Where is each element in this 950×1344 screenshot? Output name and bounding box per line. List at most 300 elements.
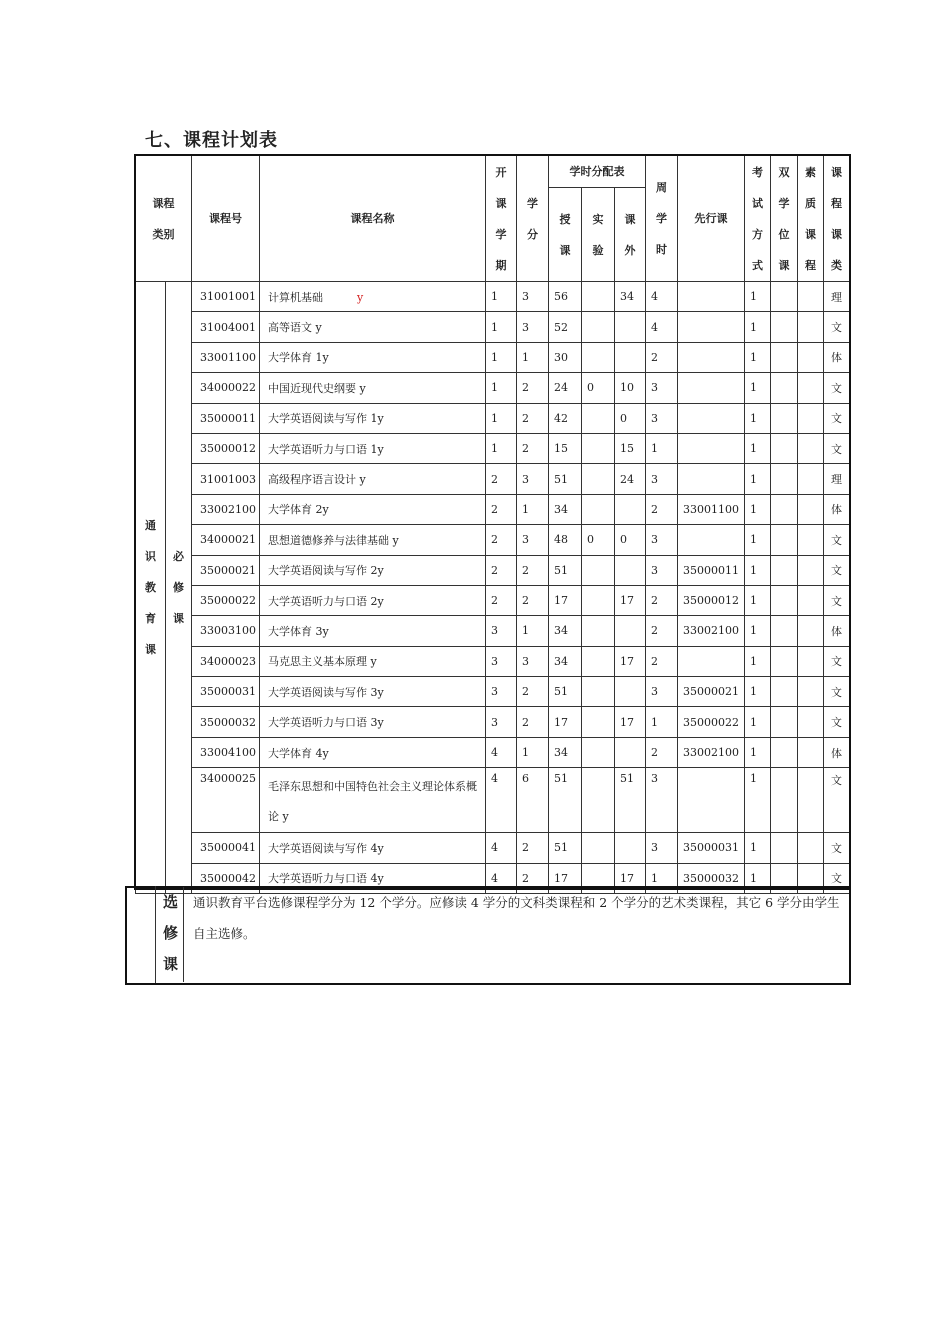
course-credits: 1 — [517, 616, 549, 646]
course-lecture-hours: 56 — [549, 282, 582, 312]
course-name — [260, 525, 486, 555]
course-exam-mode: 1 — [745, 646, 771, 676]
table-row — [136, 373, 850, 403]
course-double-degree — [771, 707, 798, 737]
course-type: 文 — [824, 768, 850, 833]
course-quality — [798, 433, 824, 463]
course-prerequisite: 35000032 — [678, 863, 745, 893]
course-name — [260, 585, 486, 615]
course-credits: 2 — [517, 677, 549, 707]
course-double-degree — [771, 312, 798, 342]
course-weekly-hours: 1 — [646, 433, 678, 463]
course-semester: 1 — [486, 403, 517, 433]
course-weekly-hours: 2 — [646, 616, 678, 646]
table-row — [136, 616, 850, 646]
course-name-text: 马克思主义基本原理 y — [268, 655, 377, 669]
table-row — [136, 403, 850, 433]
header-course-type: 课程课类 — [824, 156, 850, 282]
course-weekly-hours: 2 — [646, 646, 678, 676]
course-exam-mode: 1 — [745, 282, 771, 312]
course-exam-mode: 1 — [745, 433, 771, 463]
course-name-text: 思想道德修养与法律基础 y — [268, 533, 399, 547]
course-weekly-hours: 2 — [646, 585, 678, 615]
course-lecture-hours: 30 — [549, 342, 582, 372]
course-credits: 3 — [517, 312, 549, 342]
course-semester: 3 — [486, 677, 517, 707]
course-name-text: 中国近现代史纲要 y — [268, 381, 366, 395]
table-row — [136, 433, 850, 463]
course-prerequisite — [678, 464, 745, 494]
course-name-text: 高级程序语言设计 y — [268, 473, 366, 487]
course-semester: 2 — [486, 585, 517, 615]
course-name-text: 大学体育 1y — [268, 351, 329, 365]
course-code: 35000042 — [192, 863, 260, 893]
course-prerequisite — [678, 433, 745, 463]
course-quality — [798, 616, 824, 646]
table-row — [136, 768, 850, 833]
course-code: 34000025 — [192, 768, 260, 833]
course-credits: 3 — [517, 646, 549, 676]
course-semester: 2 — [486, 494, 517, 524]
course-extracurricular-hours: 24 — [615, 464, 646, 494]
course-type: 文 — [824, 707, 850, 737]
course-extracurricular-hours — [615, 833, 646, 863]
course-lecture-hours: 17 — [549, 707, 582, 737]
course-exam-mode: 1 — [745, 373, 771, 403]
course-prerequisite — [678, 282, 745, 312]
course-name — [260, 677, 486, 707]
course-double-degree — [771, 616, 798, 646]
course-type: 体 — [824, 616, 850, 646]
course-double-degree — [771, 555, 798, 585]
course-extracurricular-hours: 0 — [615, 403, 646, 433]
course-type: 文 — [824, 433, 850, 463]
course-experiment-hours — [582, 585, 615, 615]
course-mark: y — [357, 290, 364, 304]
course-name-text: 高等语文 y — [268, 321, 322, 335]
course-quality — [798, 833, 824, 863]
course-exam-mode: 1 — [745, 494, 771, 524]
course-quality — [798, 342, 824, 372]
course-prerequisite — [678, 646, 745, 676]
course-name — [260, 555, 486, 585]
course-name — [260, 494, 486, 524]
course-semester: 2 — [486, 525, 517, 555]
course-prerequisite — [678, 342, 745, 372]
course-exam-mode: 1 — [745, 677, 771, 707]
group-required: 必修课 — [166, 282, 192, 894]
course-type: 文 — [824, 555, 850, 585]
course-weekly-hours: 3 — [646, 373, 678, 403]
course-type: 文 — [824, 585, 850, 615]
table-row — [136, 737, 850, 767]
course-prerequisite: 35000012 — [678, 585, 745, 615]
course-code: 35000012 — [192, 433, 260, 463]
table-row — [136, 282, 850, 312]
course-experiment-hours — [582, 312, 615, 342]
course-code: 35000011 — [192, 403, 260, 433]
course-name-text: 大学体育 3y — [268, 624, 329, 638]
course-lecture-hours: 17 — [549, 863, 582, 893]
course-code: 33002100 — [192, 494, 260, 524]
course-credits: 2 — [517, 373, 549, 403]
course-code: 34000021 — [192, 525, 260, 555]
course-type: 体 — [824, 342, 850, 372]
course-semester: 3 — [486, 707, 517, 737]
header-category: 课程类别 — [136, 156, 192, 282]
course-extracurricular-hours — [615, 737, 646, 767]
course-type: 文 — [824, 833, 850, 863]
course-double-degree — [771, 342, 798, 372]
course-name-text: 大学英语听力与口语 1y — [268, 442, 384, 456]
table-row — [136, 707, 850, 737]
course-code: 31001003 — [192, 464, 260, 494]
course-type: 体 — [824, 494, 850, 524]
course-weekly-hours: 3 — [646, 768, 678, 833]
course-double-degree — [771, 464, 798, 494]
course-weekly-hours: 3 — [646, 833, 678, 863]
course-code: 33001100 — [192, 342, 260, 372]
course-code: 35000032 — [192, 707, 260, 737]
course-type: 文 — [824, 863, 850, 893]
course-semester: 3 — [486, 616, 517, 646]
course-name-text: 大学英语听力与口语 3y — [268, 716, 384, 730]
table-row — [136, 677, 850, 707]
course-name — [260, 646, 486, 676]
course-weekly-hours: 2 — [646, 737, 678, 767]
course-credits: 3 — [517, 464, 549, 494]
header-course-name: 课程名称 — [260, 156, 486, 282]
course-experiment-hours — [582, 433, 615, 463]
course-double-degree — [771, 677, 798, 707]
course-code: 34000022 — [192, 373, 260, 403]
course-quality — [798, 373, 824, 403]
course-name — [260, 737, 486, 767]
course-credits: 2 — [517, 555, 549, 585]
course-experiment-hours — [582, 464, 615, 494]
course-lecture-hours: 51 — [549, 833, 582, 863]
course-type: 文 — [824, 646, 850, 676]
header-semester: 开课学期 — [486, 156, 517, 282]
course-lecture-hours: 51 — [549, 677, 582, 707]
course-prerequisite — [678, 373, 745, 403]
course-code: 33004100 — [192, 737, 260, 767]
course-lecture-hours: 24 — [549, 373, 582, 403]
course-code: 33003100 — [192, 616, 260, 646]
course-lecture-hours: 34 — [549, 646, 582, 676]
course-name-text: 大学英语听力与口语 2y — [268, 594, 384, 608]
course-exam-mode: 1 — [745, 585, 771, 615]
course-code: 35000031 — [192, 677, 260, 707]
course-prerequisite: 35000011 — [678, 555, 745, 585]
course-experiment-hours — [582, 707, 615, 737]
course-code: 34000023 — [192, 646, 260, 676]
course-type: 文 — [824, 373, 850, 403]
table-row — [136, 555, 850, 585]
course-semester: 4 — [486, 833, 517, 863]
course-extracurricular-hours: 17 — [615, 646, 646, 676]
header-exam-mode: 考试方式 — [745, 156, 771, 282]
course-quality — [798, 768, 824, 833]
course-name — [260, 768, 486, 833]
course-credits: 2 — [517, 833, 549, 863]
course-experiment-hours — [582, 677, 615, 707]
course-prerequisite — [678, 768, 745, 833]
course-lecture-hours: 52 — [549, 312, 582, 342]
header-hours-dist: 学时分配表 — [549, 156, 646, 188]
header-extracurricular: 课外 — [615, 188, 646, 282]
course-name-text: 大学英语听力与口语 4y — [268, 872, 384, 886]
course-name — [260, 433, 486, 463]
header-lecture: 授课 — [549, 188, 582, 282]
course-name-text: 大学体育 2y — [268, 503, 329, 517]
course-double-degree — [771, 646, 798, 676]
course-double-degree — [771, 833, 798, 863]
page-title: 七、课程计划表 — [145, 130, 278, 151]
course-prerequisite: 35000031 — [678, 833, 745, 863]
course-lecture-hours: 17 — [549, 585, 582, 615]
course-double-degree — [771, 282, 798, 312]
course-double-degree — [771, 525, 798, 555]
course-exam-mode: 1 — [745, 312, 771, 342]
course-lecture-hours: 15 — [549, 433, 582, 463]
course-semester: 1 — [486, 282, 517, 312]
course-exam-mode: 1 — [745, 737, 771, 767]
course-semester: 1 — [486, 342, 517, 372]
course-credits: 2 — [517, 707, 549, 737]
course-exam-mode: 1 — [745, 768, 771, 833]
course-quality — [798, 403, 824, 433]
course-semester: 2 — [486, 555, 517, 585]
course-extracurricular-hours: 51 — [615, 768, 646, 833]
course-name-text: 大学英语阅读与写作 2y — [268, 564, 384, 578]
course-plan-table — [135, 155, 850, 894]
course-name-text: 大学体育 4y — [268, 746, 329, 760]
course-weekly-hours: 3 — [646, 403, 678, 433]
course-extracurricular-hours: 10 — [615, 373, 646, 403]
table-row — [136, 646, 850, 676]
table-row — [136, 464, 850, 494]
course-weekly-hours: 4 — [646, 312, 678, 342]
course-semester: 4 — [486, 768, 517, 833]
course-extracurricular-hours: 17 — [615, 707, 646, 737]
course-lecture-hours: 34 — [549, 737, 582, 767]
course-exam-mode: 1 — [745, 707, 771, 737]
course-lecture-hours: 51 — [549, 768, 582, 833]
table-row — [136, 342, 850, 372]
course-quality — [798, 464, 824, 494]
course-name — [260, 282, 486, 312]
course-weekly-hours: 3 — [646, 677, 678, 707]
course-lecture-hours: 51 — [549, 555, 582, 585]
group-elective: 选修课 — [156, 887, 184, 982]
elective-section — [125, 886, 849, 983]
course-name — [260, 464, 486, 494]
course-experiment-hours — [582, 646, 615, 676]
course-code: 31001001 — [192, 282, 260, 312]
course-semester: 4 — [486, 737, 517, 767]
course-experiment-hours — [582, 833, 615, 863]
course-credits: 2 — [517, 433, 549, 463]
header-weekly-hours: 周学时 — [646, 156, 678, 282]
course-name — [260, 833, 486, 863]
course-extracurricular-hours: 15 — [615, 433, 646, 463]
header-prerequisite: 先行课 — [678, 156, 745, 282]
course-exam-mode: 1 — [745, 863, 771, 893]
course-name — [260, 403, 486, 433]
course-exam-mode: 1 — [745, 342, 771, 372]
course-extracurricular-hours: 17 — [615, 585, 646, 615]
course-prerequisite: 35000022 — [678, 707, 745, 737]
course-experiment-hours — [582, 494, 615, 524]
course-quality — [798, 585, 824, 615]
course-name — [260, 373, 486, 403]
course-code: 31004001 — [192, 312, 260, 342]
course-extracurricular-hours — [615, 677, 646, 707]
course-extracurricular-hours — [615, 342, 646, 372]
course-name-text: 计算机基础 — [268, 290, 323, 304]
course-double-degree — [771, 433, 798, 463]
course-credits: 3 — [517, 525, 549, 555]
table-row — [136, 312, 850, 342]
course-double-degree — [771, 494, 798, 524]
course-exam-mode: 1 — [745, 464, 771, 494]
course-type: 文 — [824, 525, 850, 555]
course-weekly-hours: 4 — [646, 282, 678, 312]
course-experiment-hours: 0 — [582, 373, 615, 403]
course-credits: 2 — [517, 403, 549, 433]
course-extracurricular-hours — [615, 616, 646, 646]
course-extracurricular-hours: 17 — [615, 863, 646, 893]
course-quality — [798, 555, 824, 585]
course-name-text: 大学英语阅读与写作 1y — [268, 412, 384, 426]
course-exam-mode: 1 — [745, 403, 771, 433]
course-experiment-hours: 0 — [582, 525, 615, 555]
course-double-degree — [771, 403, 798, 433]
course-name — [260, 342, 486, 372]
course-credits: 2 — [517, 863, 549, 893]
table-row — [136, 833, 850, 863]
course-lecture-hours: 42 — [549, 403, 582, 433]
course-extracurricular-hours: 0 — [615, 525, 646, 555]
course-semester: 1 — [486, 373, 517, 403]
course-type: 文 — [824, 677, 850, 707]
course-name-text: 毛泽东思想和中国特色社会主义理论体系概论 y — [268, 780, 477, 824]
course-credits: 1 — [517, 342, 549, 372]
course-type: 理 — [824, 464, 850, 494]
course-experiment-hours — [582, 737, 615, 767]
course-weekly-hours: 3 — [646, 464, 678, 494]
course-credits: 1 — [517, 494, 549, 524]
course-double-degree — [771, 768, 798, 833]
table-row — [136, 585, 850, 615]
course-experiment-hours — [582, 768, 615, 833]
course-type: 体 — [824, 737, 850, 767]
course-prerequisite: 33002100 — [678, 737, 745, 767]
course-semester: 4 — [486, 863, 517, 893]
course-double-degree — [771, 373, 798, 403]
course-quality — [798, 737, 824, 767]
course-quality — [798, 525, 824, 555]
course-quality — [798, 646, 824, 676]
course-prerequisite: 35000021 — [678, 677, 745, 707]
course-lecture-hours: 34 — [549, 616, 582, 646]
course-quality — [798, 282, 824, 312]
course-double-degree — [771, 737, 798, 767]
course-weekly-hours: 2 — [646, 494, 678, 524]
course-lecture-hours: 51 — [549, 464, 582, 494]
course-experiment-hours — [582, 403, 615, 433]
course-name — [260, 707, 486, 737]
course-lecture-hours: 34 — [549, 494, 582, 524]
course-code: 35000021 — [192, 555, 260, 585]
course-exam-mode: 1 — [745, 833, 771, 863]
course-code: 35000041 — [192, 833, 260, 863]
course-prerequisite: 33002100 — [678, 616, 745, 646]
header-course-no: 课程号 — [192, 156, 260, 282]
course-prerequisite: 33001100 — [678, 494, 745, 524]
elective-note: 通识教育平台选修课程学分为 12 个学分。应修读 4 学分的文科类课程和 2 个学分的艺术类课程，其它 6 学分由学生自主选修。 — [193, 895, 840, 941]
table-row — [136, 494, 850, 524]
course-weekly-hours: 3 — [646, 525, 678, 555]
course-credits: 3 — [517, 282, 549, 312]
course-prerequisite — [678, 403, 745, 433]
course-exam-mode: 1 — [745, 616, 771, 646]
course-experiment-hours — [582, 282, 615, 312]
course-credits: 2 — [517, 585, 549, 615]
course-experiment-hours — [582, 342, 615, 372]
course-name-text: 大学英语阅读与写作 3y — [268, 685, 384, 699]
header-credits: 学分 — [517, 156, 549, 282]
course-double-degree — [771, 585, 798, 615]
course-semester: 1 — [486, 312, 517, 342]
course-semester: 3 — [486, 646, 517, 676]
table-row — [136, 525, 850, 555]
course-prerequisite — [678, 312, 745, 342]
group-general: 通识教育课 — [136, 282, 166, 894]
course-quality — [798, 677, 824, 707]
course-experiment-hours — [582, 555, 615, 585]
course-extracurricular-hours — [615, 555, 646, 585]
header-quality: 素质课程 — [798, 156, 824, 282]
course-quality — [798, 312, 824, 342]
course-semester: 2 — [486, 464, 517, 494]
course-code: 35000022 — [192, 585, 260, 615]
course-quality — [798, 707, 824, 737]
course-extracurricular-hours — [615, 494, 646, 524]
course-quality — [798, 494, 824, 524]
header-experiment: 实验 — [582, 188, 615, 282]
course-prerequisite — [678, 525, 745, 555]
course-exam-mode: 1 — [745, 555, 771, 585]
course-semester: 1 — [486, 433, 517, 463]
course-lecture-hours: 48 — [549, 525, 582, 555]
header-double-degree: 双学位课 — [771, 156, 798, 282]
course-exam-mode: 1 — [745, 525, 771, 555]
course-extracurricular-hours: 34 — [615, 282, 646, 312]
course-weekly-hours: 2 — [646, 342, 678, 372]
course-name — [260, 312, 486, 342]
course-credits: 1 — [517, 737, 549, 767]
course-credits: 6 — [517, 768, 549, 833]
course-extracurricular-hours — [615, 312, 646, 342]
elective-blank-cell — [125, 886, 156, 983]
course-type: 文 — [824, 403, 850, 433]
course-name-text: 大学英语阅读与写作 4y — [268, 841, 384, 855]
course-name — [260, 616, 486, 646]
course-type: 文 — [824, 312, 850, 342]
course-weekly-hours: 1 — [646, 707, 678, 737]
